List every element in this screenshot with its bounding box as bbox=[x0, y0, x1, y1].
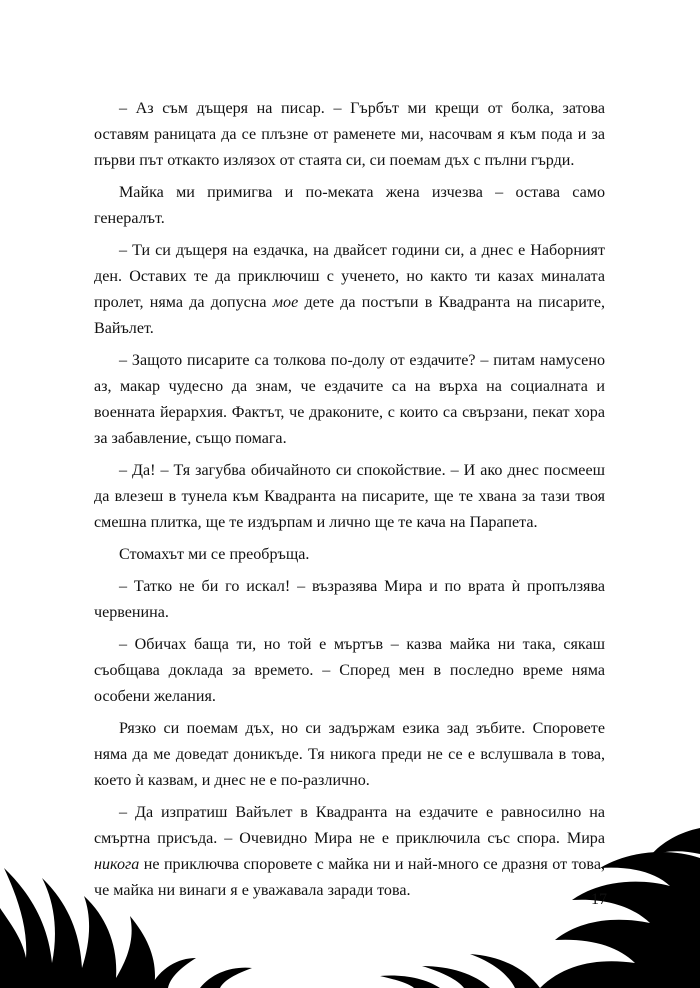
text-run: – Да! – Тя загубва обичайното си спокойствие. – И ако днес посмееш да влезеш в тунела към Квадранта на писарите, ще те хвана за тази твоя смешна плитка, ще те издърпам и лично ще те кача на Парапета. bbox=[94, 462, 605, 531]
flame-ornament-left bbox=[0, 808, 310, 988]
text-run: – Обичах баща ти, но той е мъртъв – казва майка ни така, сякаш съобщава доклада за времето. – Според мен в последно време няма особени желания. bbox=[94, 636, 605, 705]
paragraph bbox=[94, 238, 605, 342]
text-run: – Да изпратиш Вайълет в Квадранта на ездачите е равносилно на смъртна присъда. – Очевидно Мира не е приключила със спора. Мира bbox=[94, 804, 605, 847]
paragraph bbox=[94, 458, 605, 536]
text-run: дете да постъпи в Квадранта на писарите, Вайълет. bbox=[94, 294, 605, 337]
text-run: Майка ми примигва и по-меката жена изчезва – остава само генералът. bbox=[94, 184, 605, 227]
paragraph bbox=[94, 180, 605, 232]
text-run: – Татко не би го искал! – възразява Мира и по врата ѝ пропълзява червенина. bbox=[94, 578, 605, 621]
paragraph bbox=[94, 542, 605, 568]
text-run: не приключва споровете с майка ни и най-много се дразня от това, че майка ни винаги я е уважавала заради това. bbox=[94, 856, 605, 899]
page-number: 17 bbox=[591, 891, 607, 908]
text-run: Стомахът ми се преобръща. bbox=[119, 546, 310, 563]
emphasized-text: никога bbox=[94, 856, 140, 873]
paragraph bbox=[94, 96, 605, 174]
text-run: – Защото писарите са толкова по-долу от ездачите? – питам намусено аз, макар чудесно да знам, че ездачите са на върха на социалната и военната йерархия. Фактът, че драконите, с които са свързани, пекат хора за забавление, също помага. bbox=[94, 352, 605, 447]
text-run: Рязко си поемам дъх, но си задържам езика зад зъбите. Споровете няма да ме доведат доникъде. Тя никога преди не се е вслушвала в това, което ѝ казвам, и днес не е по-различно. bbox=[94, 720, 605, 789]
paragraph bbox=[94, 716, 605, 794]
paragraph bbox=[94, 574, 605, 626]
paragraph bbox=[94, 348, 605, 452]
emphasized-text: мое bbox=[272, 294, 299, 311]
flame-ornament-right bbox=[310, 828, 700, 988]
body-text bbox=[94, 96, 605, 910]
text-run: – Ти си дъщеря на ездачка, на двайсет години си, а днес е Наборният ден. Оставих те да приключиш с ученето, но както ти казах миналата пролет, няма да допусна bbox=[94, 242, 605, 311]
text-run: – Аз съм дъщеря на писар. – Гърбът ми крещи от болка, затова оставям раницата да се плъзне от раменете ми, насочвам я към пода и за първи път откакто излязох от стаята си, си поемам дъх с пълни гърди. bbox=[94, 100, 605, 169]
paragraph bbox=[94, 632, 605, 710]
